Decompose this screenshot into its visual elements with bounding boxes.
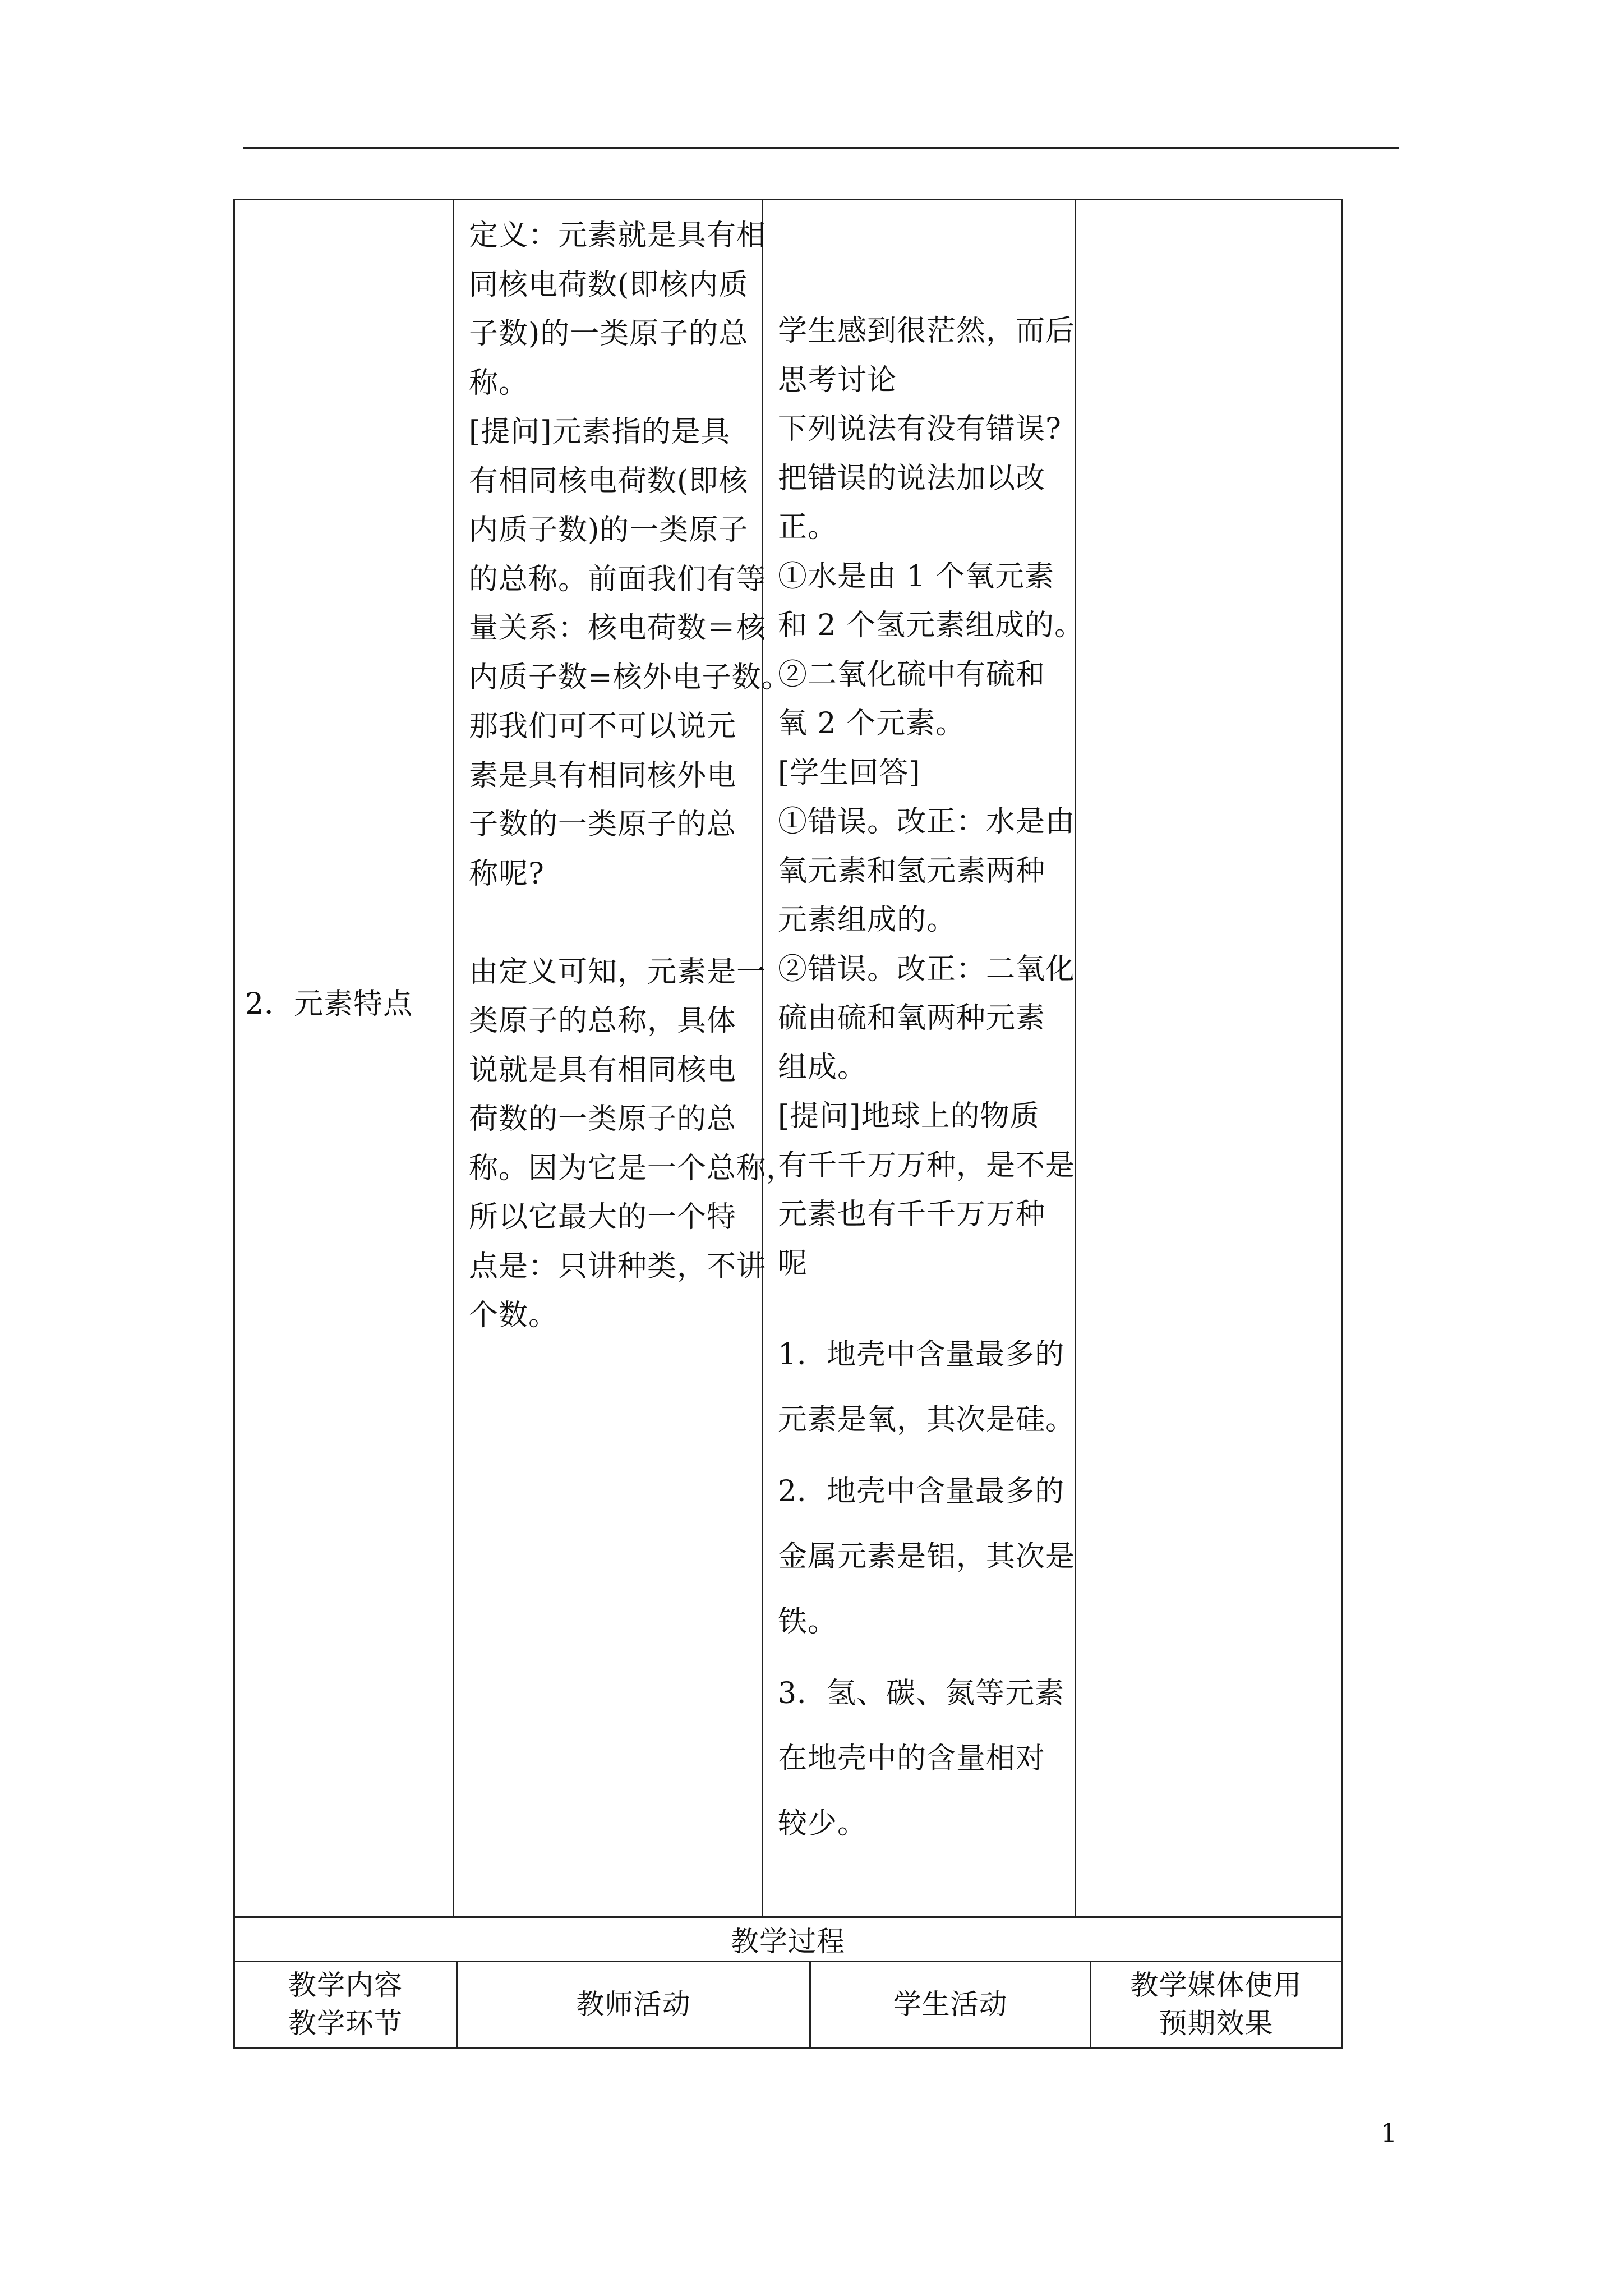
text-line: 元素也有千千万万种 xyxy=(778,1198,1046,1231)
text-line: 同核电荷数(即核内质 xyxy=(469,268,749,302)
text-line: 思考讨论 xyxy=(778,363,897,397)
text-line: 素是具有相同核外电 xyxy=(469,758,737,793)
teacher-activity-column xyxy=(454,200,796,1916)
header-text: 教学媒体使用 xyxy=(1130,1968,1302,2001)
text-line: 定义：元素就是具有相 xyxy=(469,219,767,252)
text-line: 氧 2 个元素。 xyxy=(778,707,966,740)
fact-line: 2．地壳中含量最多的 xyxy=(778,1475,1065,1508)
fact-line: 金属元素是铝，其次是 xyxy=(778,1540,1076,1573)
student-activity-column xyxy=(763,200,1085,1916)
text-line: 点是：只讲种类，不讲 xyxy=(469,1249,767,1283)
header-student-activity xyxy=(809,1961,1090,2047)
text-line: 正。 xyxy=(778,510,838,544)
text-line: 称。 xyxy=(469,366,529,400)
text-line: 内质子数=核外电子数。 xyxy=(469,660,791,694)
process-title: 教学过程 xyxy=(235,1916,1341,1962)
earth-crust-facts xyxy=(778,1322,1076,1856)
fact-line: 3．氢、碳、氮等元素 xyxy=(778,1677,1065,1710)
content-column xyxy=(235,200,454,1916)
text-line: 有相同核电荷数(即核 xyxy=(469,464,749,498)
fact-line: 铁。 xyxy=(778,1605,838,1639)
student-text xyxy=(778,307,1085,1289)
text-line: 学生感到很茫然，而后 xyxy=(778,314,1076,348)
header-text: 教学环节 xyxy=(288,2007,403,2040)
page-number: 1 xyxy=(1381,2118,1398,2148)
text-line: ②二氧化硫中有硫和 xyxy=(778,657,1046,692)
header-text: 教学内容 xyxy=(288,1968,403,2001)
text-line: 类原子的总称，具体 xyxy=(469,1004,737,1038)
header-content-stage xyxy=(235,1961,456,2047)
text-line: 量关系：核电荷数＝核 xyxy=(469,611,767,645)
text-line: [提问]地球上的物质 xyxy=(778,1099,1040,1133)
text-line: 荷数的一类原子的总 xyxy=(469,1102,737,1136)
text-line: 硫由硫和氧两种元素 xyxy=(778,1001,1046,1035)
text-line: 的总称。前面我们有等 xyxy=(469,562,767,596)
text-line: ①水是由 1 个氧元素 xyxy=(778,559,1055,593)
fact-line: 较少。 xyxy=(778,1807,868,1841)
fact-item xyxy=(778,1661,1076,1856)
text-line: 子数)的一类原子的总 xyxy=(469,317,749,351)
header-text: 教师活动 xyxy=(576,1987,691,2021)
text-line: 称呢? xyxy=(469,857,545,891)
text-line: ②错误。改正：二氧化 xyxy=(778,952,1076,986)
media-column xyxy=(1076,200,1343,1916)
text-line: [提问]元素指的是具 xyxy=(469,415,731,449)
topic-label: 2．元素特点 xyxy=(245,987,413,1021)
fact-line: 1．地壳中含量最多的 xyxy=(778,1338,1065,1372)
text-line: 组成。 xyxy=(778,1050,868,1084)
text-line: 称。因为它是一个总称， xyxy=(469,1151,796,1185)
header-text: 预期效果 xyxy=(1159,2007,1274,2040)
text-line: 下列说法有没有错误? xyxy=(778,412,1062,446)
text-line: [学生回答] xyxy=(778,756,921,790)
header-text: 学生活动 xyxy=(893,1987,1008,2021)
text-line: 和 2 个氢元素组成的。 xyxy=(778,609,1085,642)
text-line: 氧元素和氢元素两种 xyxy=(778,854,1046,888)
text-line: 元素组成的。 xyxy=(778,903,957,937)
text-line: ①错误。改正：水是由 xyxy=(778,805,1076,839)
text-line: 那我们可不可以说元 xyxy=(469,710,737,743)
blank-line xyxy=(469,899,763,948)
fact-item xyxy=(778,1459,1076,1654)
text-line: 说就是具有相同核电 xyxy=(469,1053,737,1087)
text-line: 子数的一类原子的总 xyxy=(469,808,737,841)
lesson-table xyxy=(233,199,1343,1917)
fact-line: 元素是氧，其次是硅。 xyxy=(778,1403,1076,1437)
text-line: 有千千万万种，是不是 xyxy=(778,1148,1076,1182)
text-line: 个数。 xyxy=(469,1299,559,1332)
text-line: 所以它最大的一个特 xyxy=(469,1200,737,1234)
fact-line: 在地壳中的含量相对 xyxy=(778,1742,1046,1775)
header-teacher-activity xyxy=(456,1961,809,2047)
fact-item xyxy=(778,1322,1076,1452)
text-line: 呢 xyxy=(778,1246,808,1281)
header-media-effect xyxy=(1090,1961,1341,2047)
process-header-table xyxy=(233,1916,1343,2049)
text-line: 由定义可知，元素是一 xyxy=(469,955,767,989)
text-line: 把错误的说法加以改 xyxy=(778,461,1046,495)
text-line: 内质子数)的一类原子 xyxy=(469,513,749,547)
header-rule xyxy=(243,147,1399,149)
